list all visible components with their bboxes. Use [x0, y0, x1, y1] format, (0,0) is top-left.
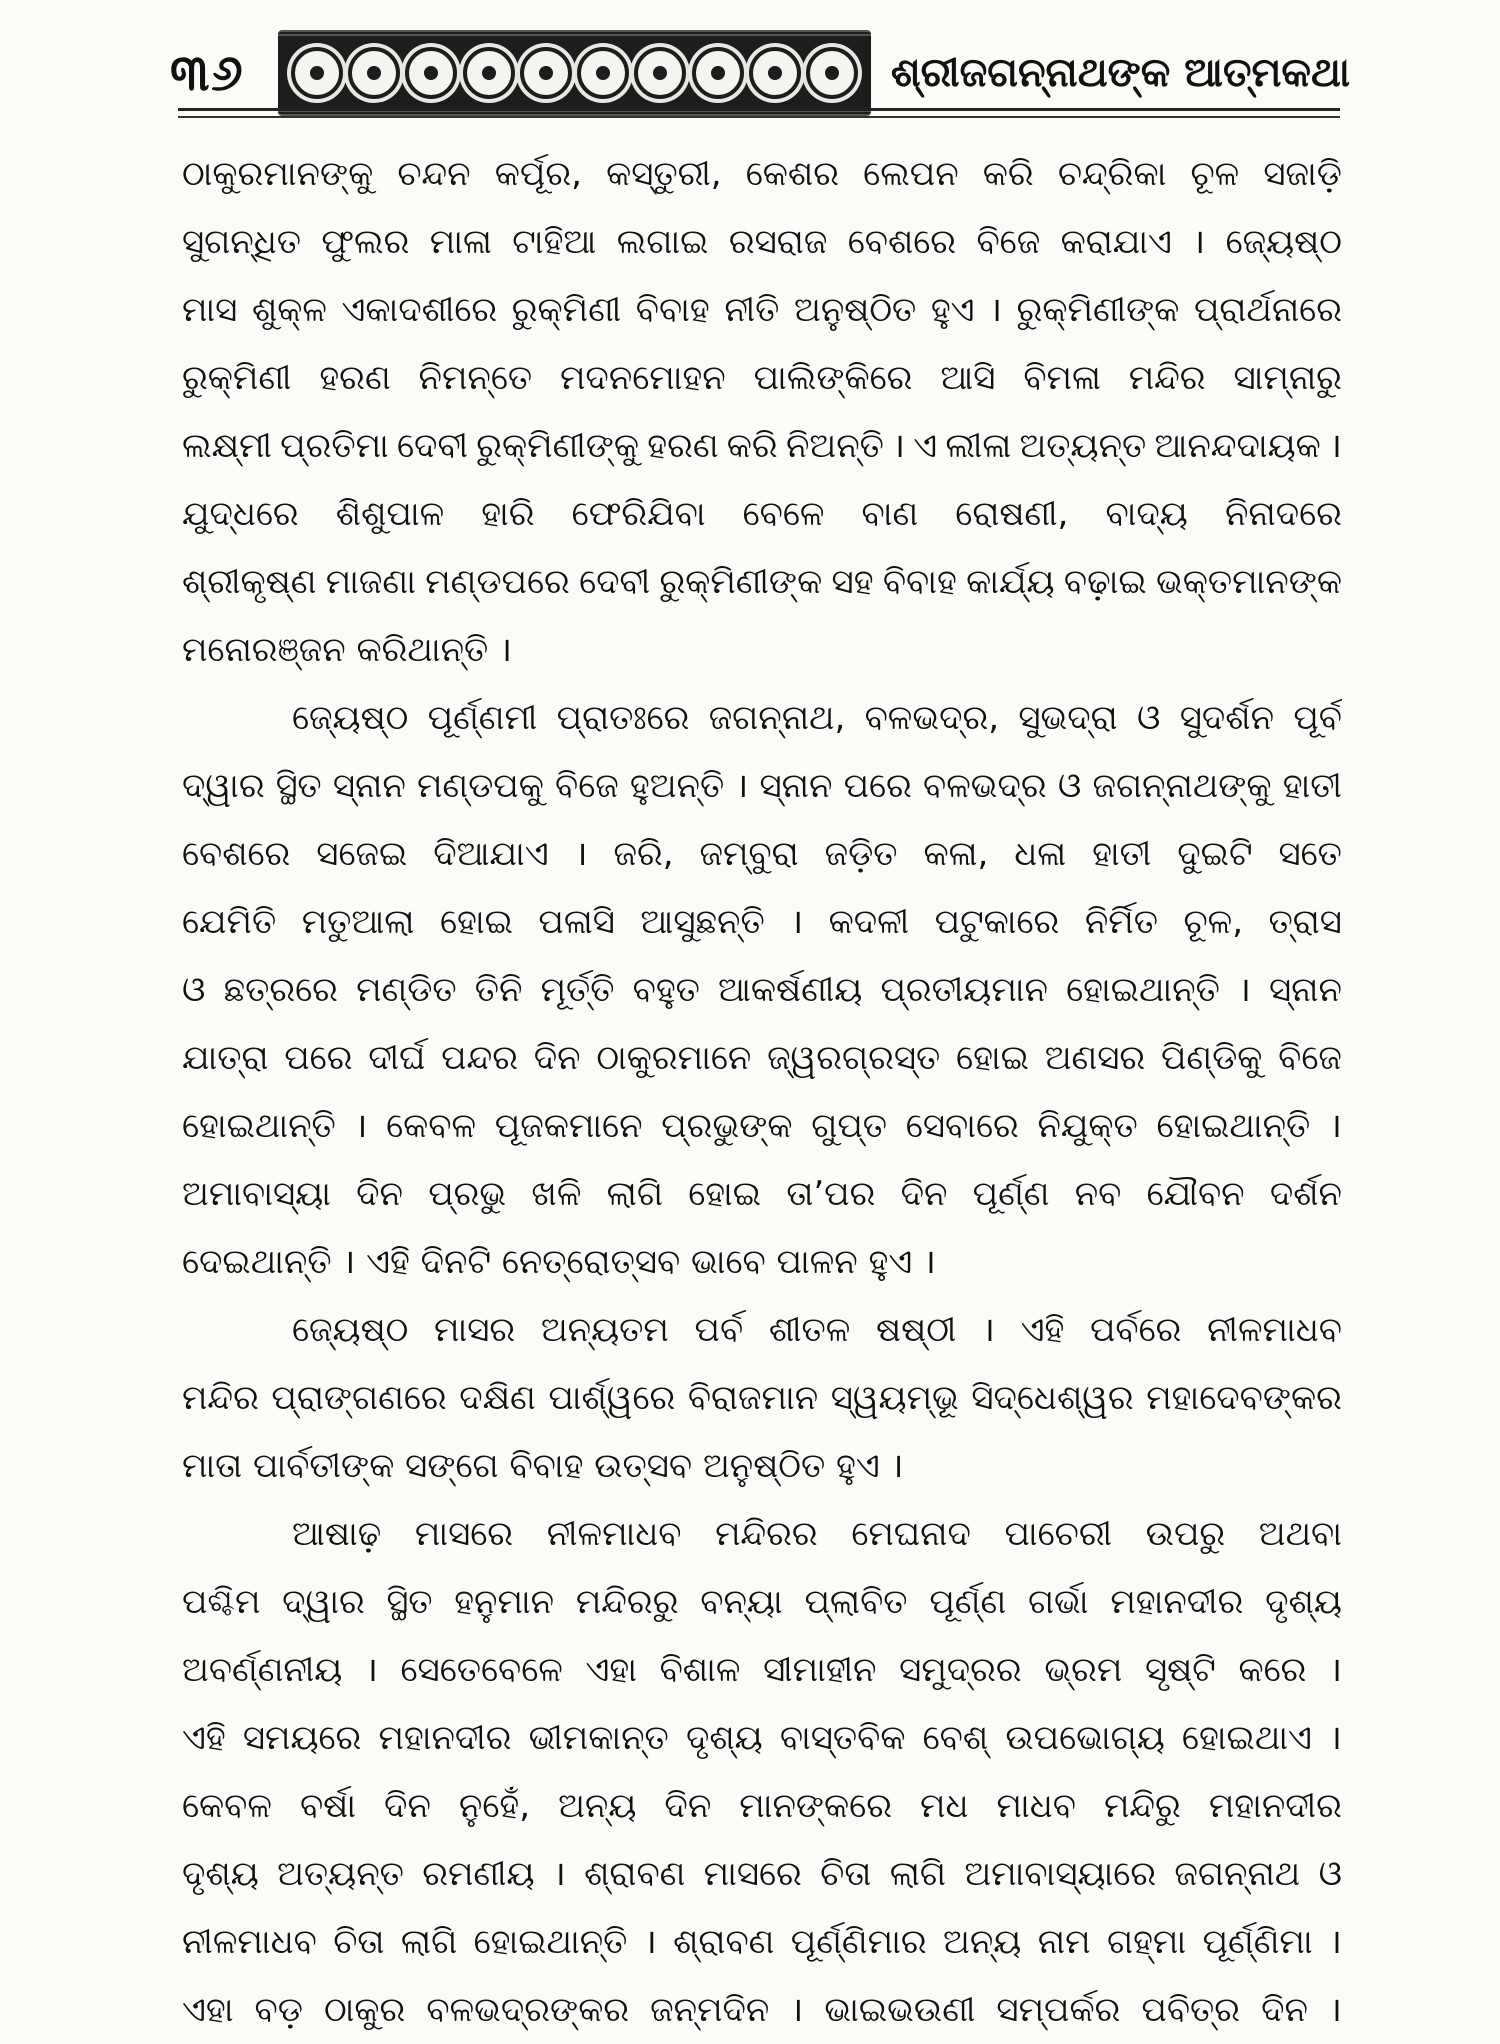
ornament-bead-icon: [520, 47, 572, 99]
text-line: ମାସ ଶୁକ୍ଳ ଏକାଦଶୀରେ ରୁକ୍ମିଣୀ ବିବାହ ନୀତି ଅନୁଷ୍ଠିତ ହୁଏ । ରୁକ୍ମିଣୀଙ୍କ ପ୍ରାର୍ଥନାରେ: [182, 290, 1342, 330]
text-line: କେବଳ ବର୍ଷା ଦିନ ନୁହେଁ, ଅନ୍ୟ ଦିନ ମାନଙ୍କରେ ମଧ ମାଧବ ମନ୍ଦିରୁ ମହାନଦୀର: [182, 1786, 1342, 1826]
page-header: [170, 18, 1350, 128]
header-rule-secondary: [178, 116, 1340, 118]
ornament-bead-icon: [692, 47, 744, 99]
text-line: ମନୋରଞ୍ଜନ କରିଥାନ୍ତି ।: [182, 630, 512, 670]
text-line: ରୁକ୍ମିଣୀ ହରଣ ନିମନ୍ତେ ମଦନମୋହନ ପାଲିଙ୍କିରେ ଆସି ବିମଳା ମନ୍ଦିର ସାମ୍ନାରୁ: [182, 358, 1342, 398]
text-line: ଲକ୍ଷ୍ମୀ ପ୍ରତିମା ଦେବୀ ରୁକ୍ମିଣୀଙ୍କୁ ହରଣ କରି ନିଅନ୍ତି । ଏ ଲୀଳା ଅତ୍ୟନ୍ତ ଆନନ୍ଦଦାୟକ ।: [182, 426, 1342, 466]
text-line: ଆଷାଢ଼ ମାସରେ ନୀଳମାଧବ ମନ୍ଦିରର ମେଘନାଦ ପାଚେରୀ ଉପରୁ ଅଥବା: [292, 1514, 1342, 1554]
text-line: ପଶ୍ଚିମ ଦ୍ୱାର ସ୍ଥିତ ହନୁମାନ ମନ୍ଦିରରୁ ବନ୍ୟା ପ୍ଲାବିତ ପୂର୍ଣ୍ଣ ଗର୍ଭା ମହାନଦୀର ଦୃଶ୍ୟ: [182, 1582, 1342, 1622]
text-line: ଓ ଛତ୍ରରେ ମଣ୍ଡିତ ତିନି ମୂର୍ତ୍ତି ବହୁତ ଆକର୍ଷଣୀୟ ପ୍ରତୀୟମାନ ହୋଇଥାନ୍ତି । ସ୍ନାନ: [182, 970, 1342, 1010]
text-line: ଦୃଶ୍ୟ ଅତ୍ୟନ୍ତ ରମଣୀୟ । ଶ୍ରାବଣ ମାସରେ ଚିତା ଲାଗି ଅମାବାସ୍ୟାରେ ଜଗନ୍ନାଥ ଓ: [182, 1854, 1342, 1894]
ornament-bead-icon: [291, 47, 343, 99]
text-line: ଠାକୁରମାନଙ୍କୁ ଚନ୍ଦନ କର୍ପୂର, କସ୍ତୁରୀ, କେଶର ଲେପନ କରି ଚନ୍ଦ୍ରିକା ଚୂଳ ସଜାଡ଼ି: [182, 154, 1342, 194]
page-number: ୩୬: [170, 43, 245, 102]
text-line: ସୁଗନ୍ଧିତ ଫୁଲର ମାଳା ଟାହିଆ ଲଗାଇ ରସରାଜ ବେଶରେ ବିଜେ କରାଯାଏ । ଜ୍ୟେଷ୍ଠ: [182, 222, 1342, 262]
text-line: ଅମାବାସ୍ୟା ଦିନ ପ୍ରଭୁ ଖଳି ଲାଗି ହୋଇ ତା’ପର ଦିନ ପୂର୍ଣ୍ଣ ନବ ଯୌବନ ଦର୍ଶନ: [182, 1174, 1342, 1214]
text-line: ଶ୍ରୀକୃଷ୍ଣ ମାଜଣା ମଣ୍ଡପରେ ଦେବୀ ରୁକ୍ମିଣୀଙ୍କ ସହ ବିବାହ କାର୍ଯ୍ୟ ବଢ଼ାଇ ଭକ୍ତମାନଙ୍କ: [182, 562, 1342, 602]
text-line: ହୋଇଥାନ୍ତି । କେବଳ ପୂଜକମାନେ ପ୍ରଭୁଙ୍କ ଗୁପ୍ତ ସେବାରେ ନିଯୁକ୍ତ ହୋଇଥାନ୍ତି ।: [182, 1106, 1342, 1146]
text-line: ଏହି ସମୟରେ ମହାନଦୀର ଭୀମକାନ୍ତ ଦୃଶ୍ୟ ବାସ୍ତବିକ ବେଶ୍ ଉପଭୋଗ୍ୟ ହୋଇଥାଏ ।: [182, 1718, 1342, 1758]
text-line: ଏହା ବଡ଼ ଠାକୁର ବଳଭଦ୍ରଙ୍କର ଜନ୍ମଦିନ । ଭାଇଭଉଣୀ ସମ୍ପର୍କର ପବିତ୍ର ଦିନ ।: [182, 1990, 1342, 2030]
text-line: ଅବର୍ଣ୍ଣନୀୟ । ସେତେବେଳେ ଏହା ବିଶାଳ ସୀମାହୀନ ସମୁଦ୍ରର ଭ୍ରମ ସୃଷ୍ଟି କରେ ।: [182, 1650, 1342, 1690]
ornament-bead-icon: [577, 47, 629, 99]
header-ornament: [278, 30, 871, 116]
text-line: ଯୁଦ୍ଧରେ ଶିଶୁପାଳ ହାରି ଫେରିଯିବା ବେଳେ ବାଣ ରୋଷଣୀ, ବାଦ୍ୟ ନିନାଦରେ: [182, 494, 1342, 534]
ornament-bead-icon: [749, 47, 801, 99]
body-text: [182, 140, 1342, 2044]
text-line: ଜ୍ୟେଷ୍ଠ ମାସର ଅନ୍ୟତମ ପର୍ବ ଶୀତଳ ଷଷ୍ଠୀ । ଏହି ପର୍ବରେ ନୀଳମାଧବ: [292, 1310, 1342, 1350]
text-line: ମାତା ପାର୍ବତୀଙ୍କ ସଙ୍ଗେ ବିବାହ ଉତ୍ସବ ଅନୁଷ୍ଠିତ ହୁଏ ।: [182, 1446, 904, 1486]
ornament-bead-icon: [405, 47, 457, 99]
text-line: ଦେଇଥାନ୍ତି । ଏହି ଦିନଟି ନେତ୍ରୋତ୍ସବ ଭାବେ ପାଳନ ହୁଏ ।: [182, 1242, 936, 1282]
header-rule: [178, 108, 1340, 111]
ornament-bead-icon: [348, 47, 400, 99]
text-line: ଜ୍ୟେଷ୍ଠ ପୂର୍ଣ୍ଣମୀ ପ୍ରାତଃରେ ଜଗନ୍ନାଥ, ବଳଭଦ୍ର, ସୁଭଦ୍ରା ଓ ସୁଦର୍ଶନ ପୂର୍ବ: [292, 698, 1342, 738]
text-line: ମନ୍ଦିର ପ୍ରାଙ୍ଗଣରେ ଦକ୍ଷିଣ ପାର୍ଶ୍ୱରେ ବିରାଜମାନ ସ୍ୱୟମ୍ଭୂ ସିଦ୍ଧେଶ୍ୱର ମହାଦେବଙ୍କର: [182, 1378, 1342, 1418]
text-line: ଦ୍ୱାର ସ୍ଥିତ ସ୍ନାନ ମଣ୍ଡପକୁ ବିଜେ ହୁଅନ୍ତି । ସ୍ନାନ ପରେ ବଳଭଦ୍ର ଓ ଜଗନ୍ନାଥଙ୍କୁ ହାତୀ: [182, 766, 1342, 806]
text-line: ଯାତ୍ରା ପରେ ଦୀର୍ଘ ପନ୍ଦର ଦିନ ଠାକୁରମାନେ ଜ୍ୱରଗ୍ରସ୍ତ ହୋଇ ଅଣସର ପିଣ୍ଡିକୁ ବିଜେ: [182, 1038, 1342, 1078]
text-line: ବେଶରେ ସଜେଇ ଦିଆଯାଏ । ଜରି, ଜମ୍ବୁରା ଜଡ଼ିତ କଳା, ଧଳା ହାତୀ ଦୁଇଟି ସତେ: [182, 834, 1342, 874]
running-title: ଶ୍ରୀଜଗନ୍ନାଥଙ୍କ ଆତ୍ମକଥା: [890, 50, 1350, 96]
ornament-bead-icon: [463, 47, 515, 99]
text-line: ନୀଳମାଧବ ଚିତା ଲାଗି ହୋଇଥାନ୍ତି । ଶ୍ରାବଣ ପୂର୍ଣ୍ଣିମାର ଅନ୍ୟ ନାମ ଗହ୍ମା ପୂର୍ଣ୍ଣିମା ।: [182, 1922, 1342, 1962]
ornament-bead-icon: [634, 47, 686, 99]
ornament-bead-icon: [806, 47, 858, 99]
text-line: ଯେମିତି ମତୁଆଲା ହୋଇ ପଳାସି ଆସୁଛନ୍ତି । କଦଳୀ ପଟୁକାରେ ନିର୍ମିତ ଚୂଳ, ତ୍ରାସ: [182, 902, 1342, 942]
